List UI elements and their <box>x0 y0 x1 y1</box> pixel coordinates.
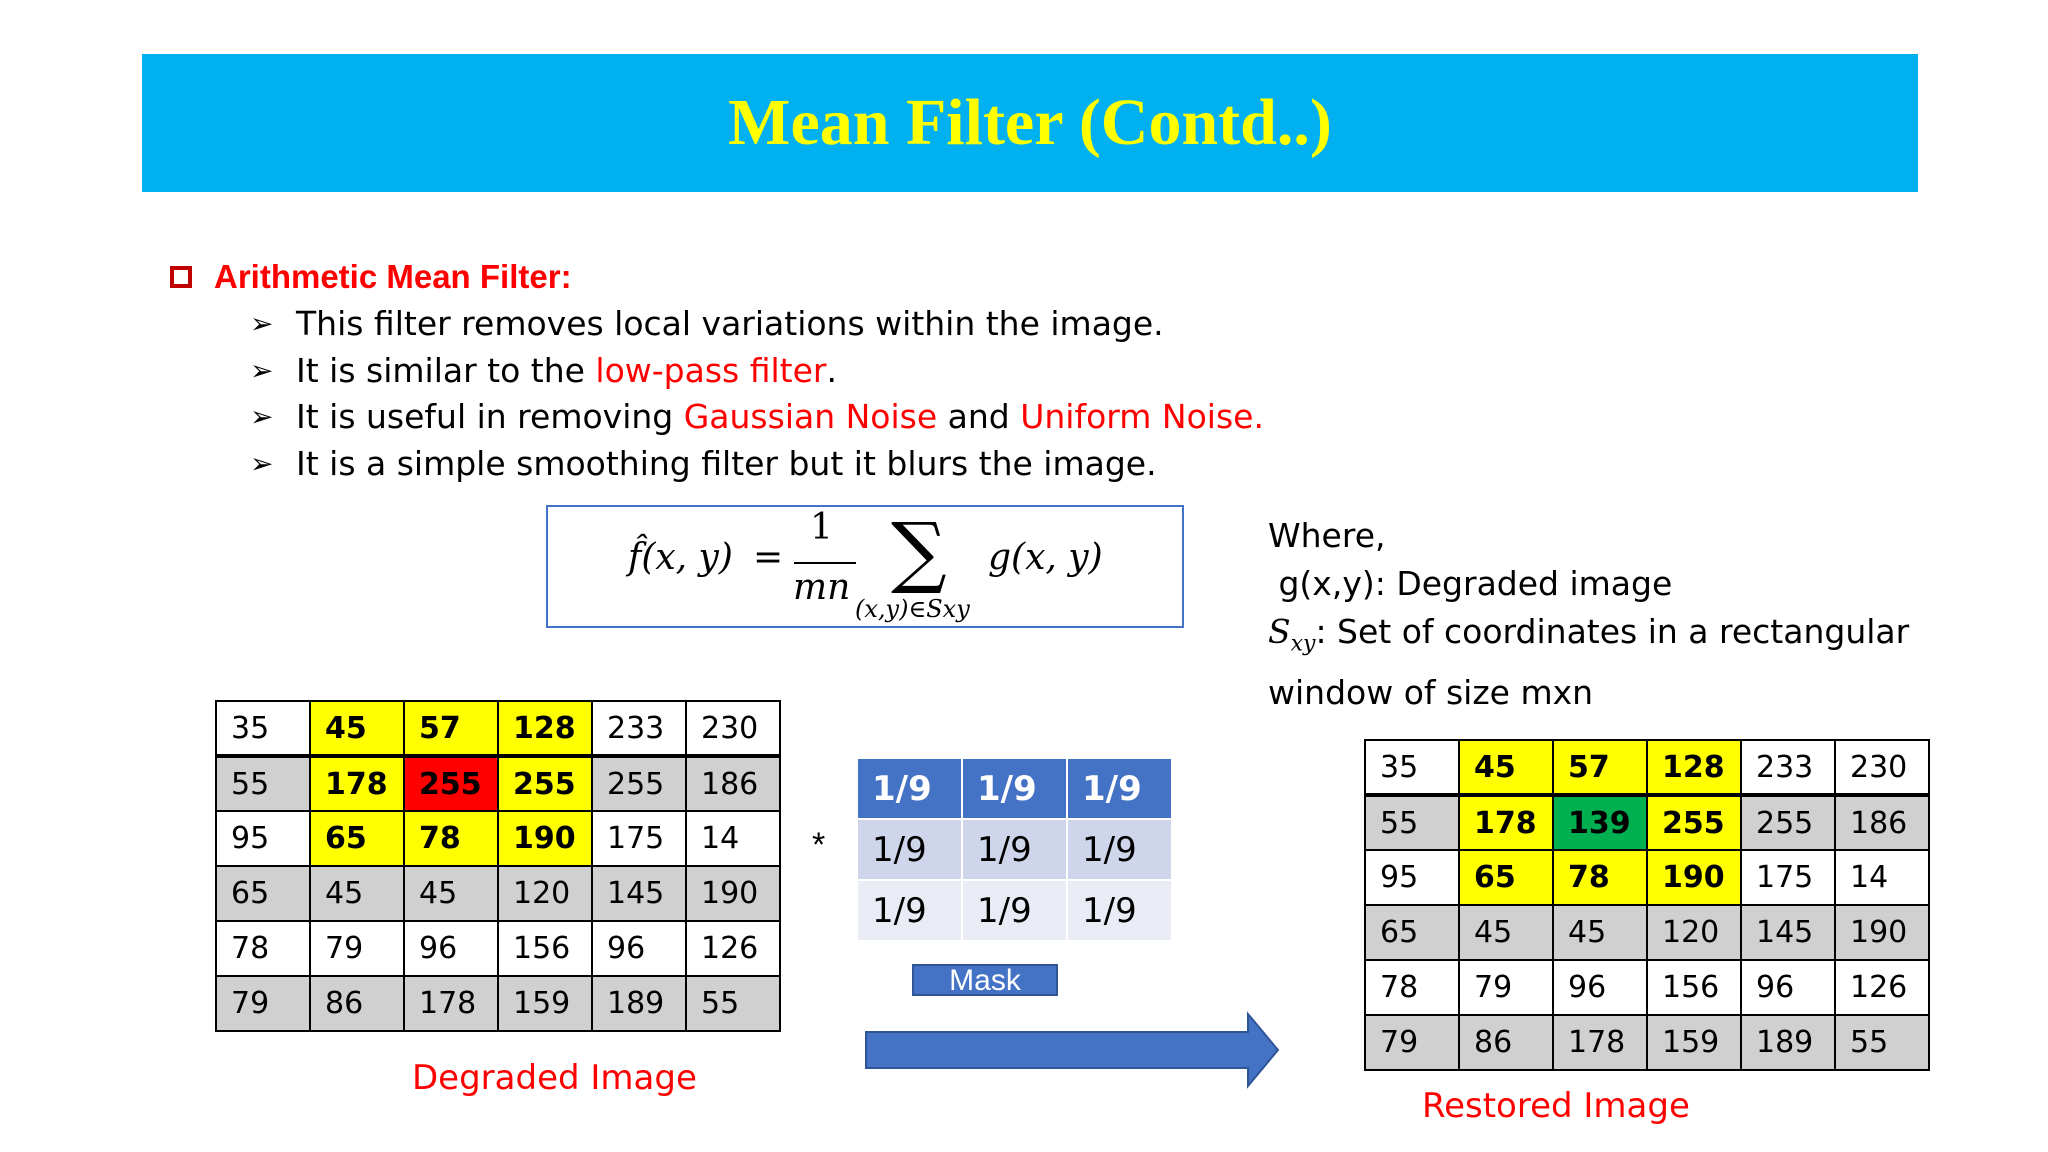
table-row <box>857 819 1172 880</box>
pixel-cell: 189 <box>592 976 686 1031</box>
center-pixel-cell: 139 <box>1553 795 1647 850</box>
pixel-cell: 79 <box>1459 960 1553 1015</box>
mask-cell: 1/9 <box>962 758 1067 819</box>
highlight-term: low-pass filter <box>595 350 827 390</box>
arrow-bullet-icon: ➢ <box>250 306 274 340</box>
table-row <box>1365 850 1929 905</box>
sxy-symbol: $S_{xy}$ <box>1268 612 1316 657</box>
pixel-cell: 255 <box>1647 795 1741 850</box>
pixel-cell: 95 <box>216 811 310 866</box>
table-row <box>1365 960 1929 1015</box>
restored-image-grid <box>1364 739 1930 1071</box>
pixel-cell: 159 <box>498 976 592 1031</box>
where-window: window of size mxn <box>1268 672 1594 712</box>
pixel-cell: 156 <box>1647 960 1741 1015</box>
convolution-operator: * <box>812 826 826 864</box>
section-heading <box>170 258 572 296</box>
pixel-cell: 233 <box>592 701 686 756</box>
mask-cell: 1/9 <box>962 819 1067 880</box>
pixel-cell: 128 <box>1647 740 1741 795</box>
pixel-cell: 65 <box>310 811 404 866</box>
pixel-cell: 190 <box>498 811 592 866</box>
formula-box <box>546 505 1184 628</box>
pixel-cell: 126 <box>1835 960 1929 1015</box>
pixel-cell: 57 <box>404 701 498 756</box>
table-row <box>216 811 780 866</box>
pixel-cell: 45 <box>1459 740 1553 795</box>
table-row <box>1365 905 1929 960</box>
degraded-image-caption: Degraded Image <box>412 1058 697 1098</box>
pixel-cell: 128 <box>498 701 592 756</box>
pixel-cell: 230 <box>686 701 780 756</box>
pixel-cell: 255 <box>1741 795 1835 850</box>
bullet-text: This filter removes local variations within the image. <box>296 303 1164 343</box>
pixel-cell: 45 <box>310 701 404 756</box>
pixel-cell: 255 <box>498 756 592 811</box>
bullet-item <box>250 393 1264 440</box>
pixel-cell: 189 <box>1741 1015 1835 1070</box>
pixel-cell: 45 <box>310 866 404 921</box>
pixel-cell: 95 <box>1365 850 1459 905</box>
mask-cell: 1/9 <box>1067 819 1172 880</box>
where-heading: Where, <box>1268 516 1386 555</box>
pixel-cell: 78 <box>216 921 310 976</box>
mask-cell: 1/9 <box>1067 880 1172 941</box>
pixel-cell: 79 <box>310 921 404 976</box>
formula-numerator: 1 <box>810 507 833 548</box>
arrow-bullet-icon: ➢ <box>250 353 274 387</box>
where-legend <box>1268 512 1909 717</box>
mask-cell: 1/9 <box>962 880 1067 941</box>
pixel-cell: 55 <box>216 756 310 811</box>
summation-subscript: (x,y)∈Sxy <box>855 595 970 623</box>
pixel-cell: 126 <box>686 921 780 976</box>
pixel-cell: 45 <box>1459 905 1553 960</box>
degraded-image-grid <box>215 700 781 1032</box>
pixel-cell: 35 <box>1365 740 1459 795</box>
pixel-cell: 156 <box>498 921 592 976</box>
mask-label: Mask <box>912 964 1058 996</box>
pixel-cell: 14 <box>686 811 780 866</box>
pixel-cell: 96 <box>1741 960 1835 1015</box>
mask-cell: 1/9 <box>857 880 962 941</box>
pixel-cell: 145 <box>592 866 686 921</box>
pixel-cell: 45 <box>1553 905 1647 960</box>
summation-symbol: ∑ <box>891 507 947 597</box>
pixel-cell: 186 <box>1835 795 1929 850</box>
pixel-cell: 186 <box>686 756 780 811</box>
pixel-cell: 178 <box>404 976 498 1031</box>
where-sxy: $S_{xy}$: Set of coordinates in a rectangular <box>1268 612 1910 657</box>
formula-equals: = <box>753 537 784 578</box>
bullet-text: and <box>937 397 1021 437</box>
pixel-cell: 78 <box>1365 960 1459 1015</box>
pixel-cell: 233 <box>1741 740 1835 795</box>
where-gxy: g(x,y): Degraded image <box>1268 564 1673 603</box>
table-row <box>216 976 780 1031</box>
pixel-cell: 79 <box>1365 1015 1459 1070</box>
formula-denominator: mn <box>793 567 851 608</box>
bullet-item <box>250 347 1264 394</box>
pixel-cell: 45 <box>404 866 498 921</box>
highlight-term: Gaussian Noise <box>683 397 938 437</box>
table-row <box>216 866 780 921</box>
formula-rhs: g(x, y) <box>988 537 1103 578</box>
pixel-cell: 230 <box>1835 740 1929 795</box>
pixel-cell: 65 <box>1365 905 1459 960</box>
pixel-cell: 190 <box>1835 905 1929 960</box>
fraction-bar <box>794 562 856 564</box>
restored-image-caption: Restored Image <box>1422 1086 1690 1126</box>
checkbox-bullet-icon <box>170 266 192 288</box>
pixel-cell: 190 <box>686 866 780 921</box>
pixel-cell: 255 <box>592 756 686 811</box>
pixel-cell: 120 <box>1647 905 1741 960</box>
table-row <box>216 921 780 976</box>
table-row <box>1365 795 1929 850</box>
pixel-cell: 178 <box>1553 1015 1647 1070</box>
formula-lhs: f̂(x, y) <box>628 537 733 578</box>
pixel-cell: 55 <box>1365 795 1459 850</box>
slide-title: Mean Filter (Contd..) <box>728 86 1332 159</box>
bullet-text: It is similar to the <box>296 350 596 390</box>
arrow-bullet-icon: ➢ <box>250 446 274 480</box>
pixel-cell: 159 <box>1647 1015 1741 1070</box>
pixel-cell: 178 <box>1459 795 1553 850</box>
table-row <box>1365 740 1929 795</box>
pixel-cell: 55 <box>686 976 780 1031</box>
pixel-cell: 175 <box>592 811 686 866</box>
bullet-list <box>250 300 1264 487</box>
title-banner <box>142 54 1918 192</box>
bullet-item <box>250 300 1264 347</box>
mask-cell: 1/9 <box>857 819 962 880</box>
bullet-text: It is a simple smoothing filter but it blurs the image. <box>296 443 1157 483</box>
pixel-cell: 57 <box>1553 740 1647 795</box>
mask-cell: 1/9 <box>857 758 962 819</box>
mask-cell: 1/9 <box>1067 758 1172 819</box>
pixel-cell: 55 <box>1835 1015 1929 1070</box>
pixel-cell: 65 <box>1459 850 1553 905</box>
pixel-cell: 178 <box>310 756 404 811</box>
arrow-bullet-icon: ➢ <box>250 400 274 434</box>
pixel-cell: 190 <box>1647 850 1741 905</box>
pixel-cell: 35 <box>216 701 310 756</box>
highlight-term: Uniform Noise. <box>1020 397 1264 437</box>
mask-grid <box>856 757 1173 942</box>
section-heading-text: Arithmetic Mean Filter: <box>214 258 572 295</box>
table-row <box>857 758 1172 819</box>
pixel-cell: 96 <box>404 921 498 976</box>
pixel-cell: 78 <box>404 811 498 866</box>
bullet-item <box>250 440 1264 487</box>
pixel-cell: 14 <box>1835 850 1929 905</box>
pixel-cell: 86 <box>1459 1015 1553 1070</box>
pixel-cell: 175 <box>1741 850 1835 905</box>
bullet-text: . <box>826 350 837 390</box>
center-pixel-cell: 255 <box>404 756 498 811</box>
pixel-cell: 145 <box>1741 905 1835 960</box>
pixel-cell: 96 <box>592 921 686 976</box>
pixel-cell: 78 <box>1553 850 1647 905</box>
pixel-cell: 120 <box>498 866 592 921</box>
right-arrow-icon <box>862 1010 1282 1090</box>
table-row <box>857 880 1172 941</box>
pixel-cell: 86 <box>310 976 404 1031</box>
table-row <box>1365 1015 1929 1070</box>
bullet-text: It is useful in removing <box>296 397 684 437</box>
table-row <box>216 756 780 811</box>
pixel-cell: 79 <box>216 976 310 1031</box>
pixel-cell: 96 <box>1553 960 1647 1015</box>
table-row <box>216 701 780 756</box>
pixel-cell: 65 <box>216 866 310 921</box>
